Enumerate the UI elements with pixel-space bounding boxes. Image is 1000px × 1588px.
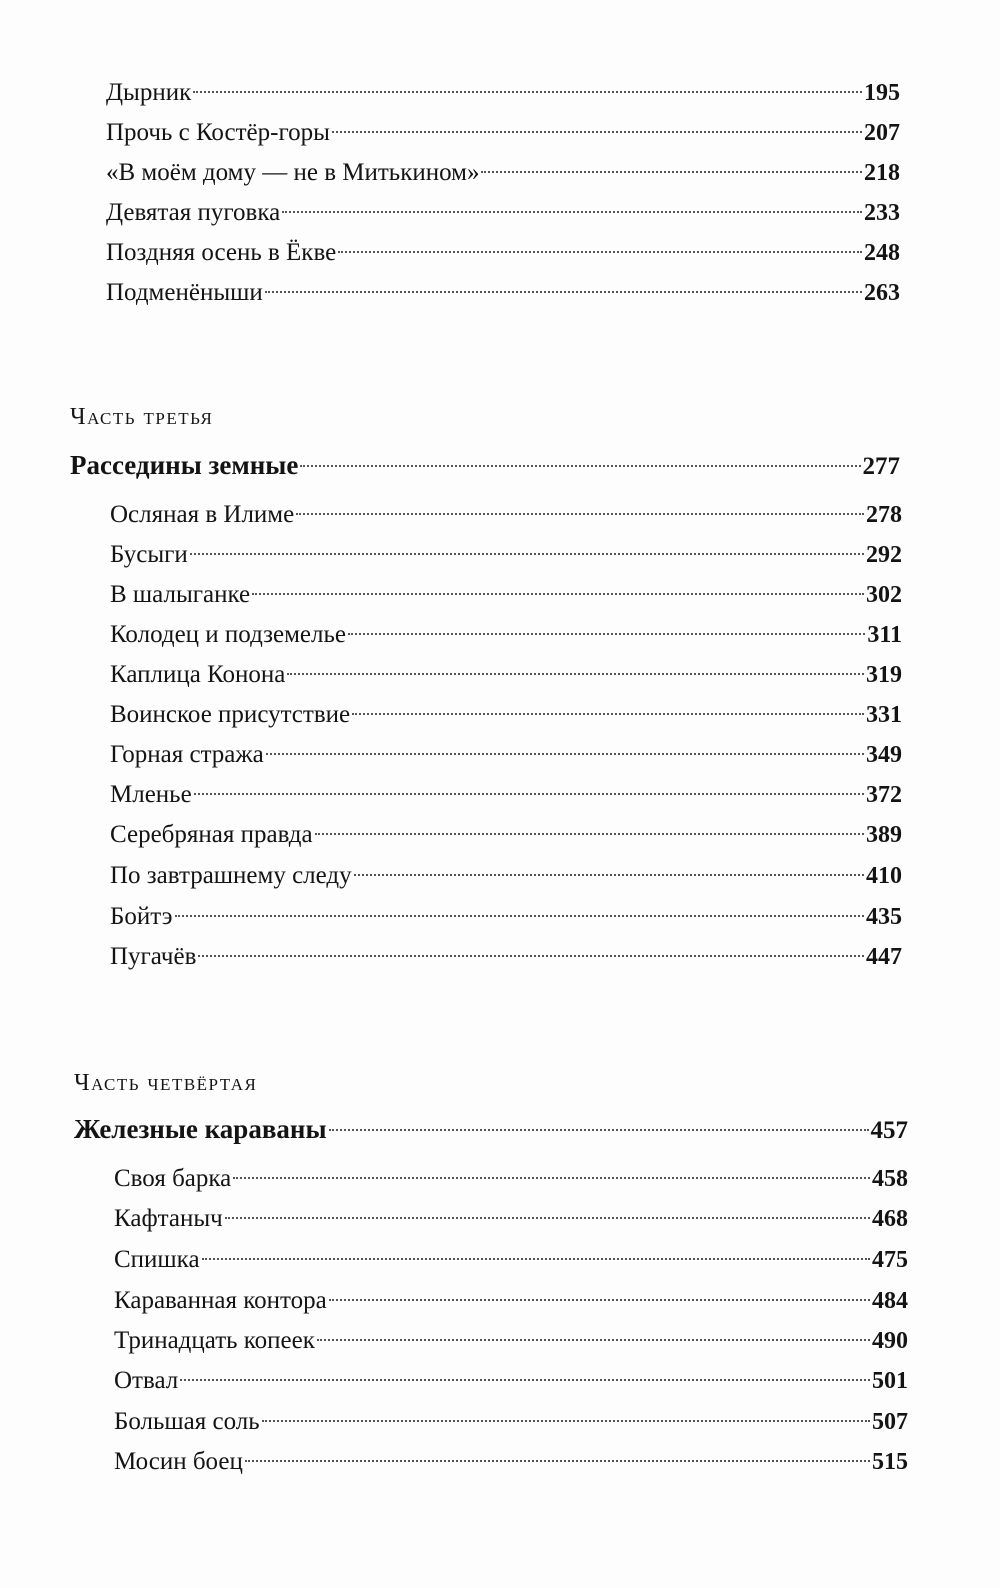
entry-page-number: 218 [864, 160, 900, 186]
toc-entry [110, 692, 902, 730]
toc-entry [110, 652, 902, 690]
dot-leader [315, 812, 864, 842]
entry-page-number: 195 [864, 80, 900, 106]
toc-entry [110, 812, 902, 850]
dot-leader [225, 1196, 870, 1226]
toc-entry [106, 70, 900, 108]
part-label: Часть третья [70, 404, 214, 430]
entry-page-number: 263 [864, 280, 900, 306]
entry-page-number: 447 [866, 944, 902, 970]
entry-page-number: 468 [872, 1206, 908, 1232]
entry-title: «В моём дому — не в Митькином» [106, 159, 480, 186]
toc-entry [110, 612, 902, 650]
toc-entry [110, 492, 902, 530]
dot-leader [175, 894, 864, 924]
entry-title: Воинское присутствие [110, 701, 351, 728]
entry-title: Поздняя осень в Ёкве [106, 239, 337, 266]
dot-leader [329, 1278, 870, 1308]
dot-leader [202, 1237, 870, 1267]
entry-title: Караванная контора [114, 1287, 327, 1314]
dot-leader [252, 572, 864, 602]
toc-entry [114, 1318, 908, 1356]
entry-page-number: 319 [866, 662, 902, 688]
dot-leader [354, 853, 864, 883]
entry-title: Девятая пуговка [106, 199, 281, 226]
entry-title: Каплица Конона [110, 661, 286, 688]
part-title: Расседины земные [70, 450, 299, 480]
toc-entry [110, 532, 902, 570]
dot-leader [332, 110, 862, 140]
entry-page-number: 475 [872, 1247, 908, 1273]
toc-entry [106, 110, 900, 148]
dot-leader [481, 150, 862, 180]
entry-page-number: 484 [872, 1288, 908, 1314]
part-title-entry [70, 444, 900, 482]
entry-title: Осляная в Илиме [110, 501, 295, 528]
toc-entry [110, 732, 902, 770]
entry-title: Прочь с Костёр-горы [106, 119, 330, 146]
dot-leader [190, 532, 864, 562]
entry-title: В шалыганке [110, 581, 251, 608]
dot-leader [300, 444, 860, 474]
part-page-number: 277 [862, 453, 900, 480]
entry-page-number: 207 [864, 120, 900, 146]
toc-entry [114, 1196, 908, 1234]
entry-page-number: 233 [864, 200, 900, 226]
dot-leader [233, 1156, 870, 1186]
entry-page-number: 490 [872, 1328, 908, 1354]
entry-page-number: 278 [866, 502, 902, 528]
dot-leader [352, 692, 864, 722]
dot-leader [317, 1318, 870, 1348]
dot-leader [329, 1108, 869, 1138]
entry-page-number: 302 [866, 582, 902, 608]
dot-leader [194, 772, 864, 802]
entry-page-number: 389 [866, 822, 902, 848]
toc-entry [114, 1278, 908, 1316]
entry-title: Своя барка [114, 1165, 232, 1192]
entry-title: Мленье [110, 781, 192, 808]
entry-page-number: 311 [867, 622, 902, 648]
entry-page-number: 331 [866, 702, 902, 728]
part-title-entry [74, 1108, 908, 1146]
toc-entry [110, 772, 902, 810]
toc-entry [106, 150, 900, 188]
entry-page-number: 349 [866, 742, 902, 768]
entry-title: Колодец и подземелье [110, 621, 346, 648]
entry-page-number: 507 [872, 1409, 908, 1435]
dot-leader [265, 270, 862, 300]
entry-title: Подменёныши [106, 279, 263, 306]
dot-leader [287, 652, 864, 682]
entry-title: Большая соль [114, 1408, 260, 1435]
toc-entry [106, 230, 900, 268]
entry-title: Бусыги [110, 541, 188, 568]
part-page-number: 457 [870, 1117, 908, 1144]
toc-entry [110, 572, 902, 610]
entry-page-number: 458 [872, 1166, 908, 1192]
toc-entry [114, 1358, 908, 1396]
toc-entry [110, 853, 902, 891]
toc-entry [110, 934, 902, 972]
dot-leader [296, 492, 864, 522]
dot-leader [282, 190, 862, 220]
entry-title: Горная стража [110, 741, 264, 768]
dot-leader [266, 732, 864, 762]
dot-leader [245, 1439, 870, 1469]
entry-title: Дырник [106, 79, 192, 106]
entry-title: Бойтэ [110, 903, 173, 930]
toc-entry [106, 190, 900, 228]
toc-entry [114, 1237, 908, 1275]
toc-entry [106, 270, 900, 308]
dot-leader [262, 1399, 870, 1429]
entry-page-number: 372 [866, 782, 902, 808]
entry-title: Пугачёв [110, 943, 197, 970]
toc-entry [110, 894, 902, 932]
dot-leader [198, 934, 864, 964]
entry-title: Серебряная правда [110, 821, 313, 848]
entry-page-number: 292 [866, 542, 902, 568]
dot-leader [193, 70, 862, 100]
toc-entry [114, 1399, 908, 1437]
toc-entry [114, 1439, 908, 1477]
entry-title: Кафтаныч [114, 1205, 223, 1232]
entry-page-number: 410 [866, 863, 902, 889]
entry-title: По завтрашнему следу [110, 862, 352, 889]
entry-title: Отвал [114, 1367, 179, 1394]
entry-title: Мосин боец [114, 1448, 243, 1475]
dot-leader [180, 1358, 870, 1388]
entry-title: Спишка [114, 1246, 200, 1273]
toc-entry [114, 1156, 908, 1194]
entry-page-number: 515 [872, 1449, 908, 1475]
entry-title: Тринадцать копеек [114, 1327, 315, 1354]
dot-leader [338, 230, 862, 260]
entry-page-number: 501 [872, 1368, 908, 1394]
part-label: Часть четвёртая [74, 1070, 258, 1096]
part-title: Железные караваны [74, 1114, 327, 1144]
entry-page-number: 435 [866, 904, 902, 930]
dot-leader [348, 612, 865, 642]
entry-page-number: 248 [864, 240, 900, 266]
